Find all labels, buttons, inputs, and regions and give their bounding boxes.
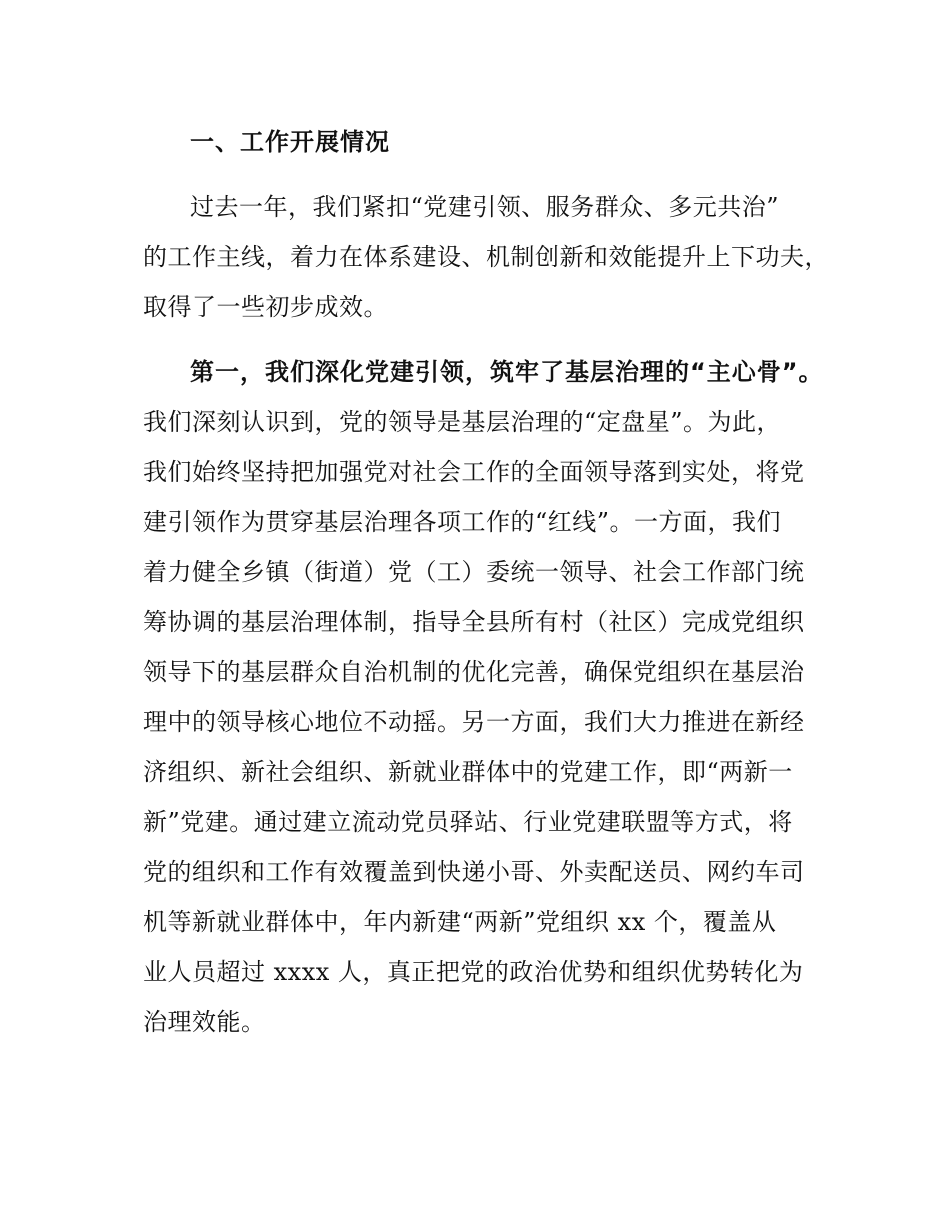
- paragraph-line: 的工作主线，着力在体系建设、机制创新和效能提升上下功夫，: [143, 243, 829, 271]
- paragraph-line: 新”党建。通过建立流动党员驿站、行业党建联盟等方式，将: [143, 808, 793, 836]
- paragraph-line: 济组织、新社会组织、新就业群体中的党建工作，即“两新一: [143, 758, 793, 786]
- paragraph-line: 建引领作为贯穿基层治理各项工作的“红线”。一方面，我们: [143, 508, 782, 536]
- paragraph-line: 我们始终坚持把加强党对社会工作的全面领导落到实处，将党: [143, 458, 805, 486]
- paragraph-line: 过去一年，我们紧扣“党建引领、服务群众、多元共治”: [190, 193, 780, 221]
- paragraph-line: 党的组织和工作有效覆盖到快递小哥、外卖配送员、网约车司: [143, 858, 805, 886]
- paragraph-line: 理中的领导核心地位不动摇。另一方面，我们大力推进在新经: [143, 708, 805, 736]
- paragraph-line: 筹协调的基层治理体制，指导全县所有村（社区）完成党组织: [143, 608, 805, 636]
- paragraph-line: 领导下的基层群众自治机制的优化完善，确保党组织在基层治: [143, 658, 805, 686]
- paragraph-line: 我们深刻认识到，党的领导是基层治理的“定盘星”。为此，: [143, 408, 782, 436]
- paragraph-line: 业人员超过 xxxx 人，真正把党的政治优势和组织优势转化为: [143, 958, 804, 986]
- paragraph-lead-sentence: 第一，我们深化党建引领，筑牢了基层治理的“主心骨”。: [190, 358, 824, 386]
- paragraph-line: 取得了一些初步成效。: [143, 293, 388, 321]
- section-heading: 一、工作开展情况: [190, 128, 390, 156]
- paragraph-line: 机等新就业群体中，年内新建“两新”党组织 xx 个，覆盖从: [143, 908, 777, 936]
- paragraph-line: 着力健全乡镇（街道）党（工）委统一领导、社会工作部门统: [143, 558, 805, 586]
- paragraph-line: 治理效能。: [143, 1008, 266, 1036]
